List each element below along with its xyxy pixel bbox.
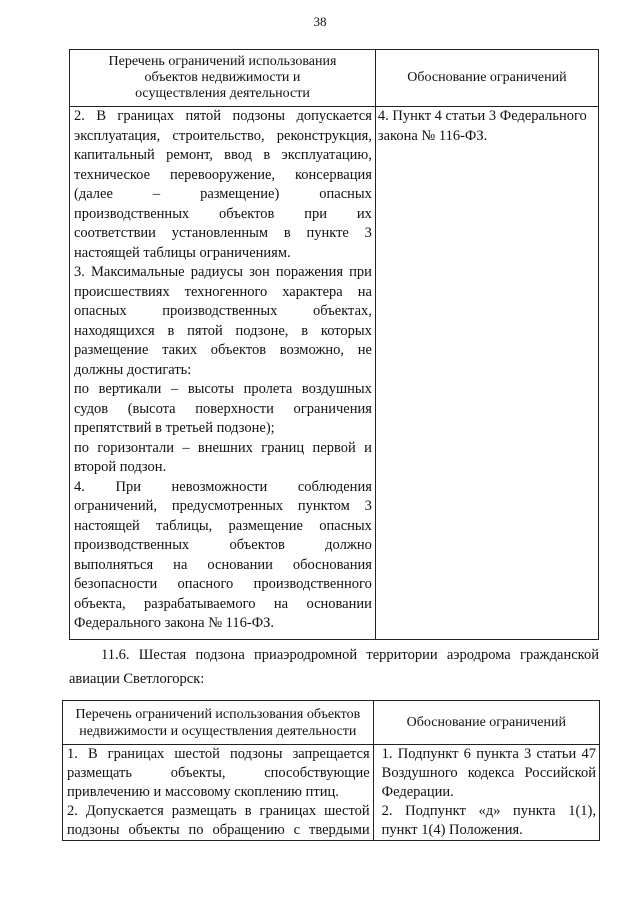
text-line: техническое перевооружение, консервация: [74, 166, 372, 183]
text-line: объекта, разрабатываемого на основании: [74, 595, 372, 612]
text-line: производственных объектов должно: [74, 537, 372, 553]
restrictions-table-zone6: [62, 700, 600, 841]
text-line: капитальный ремонт, ввод в эксплуатацию,: [74, 147, 372, 163]
text-line: 2. Подпункт «д» пункта 1(1),: [381, 803, 596, 819]
text-line: привлечению и массовому скоплению птиц.: [67, 784, 339, 800]
header-restrictions: [70, 50, 376, 107]
page-number: 38: [313, 14, 327, 29]
header-line: Перечень ограничений использования: [108, 54, 337, 69]
text-line: закона № 116-ФЗ.: [377, 127, 488, 144]
section-heading-line: авиации Светлогорск:: [69, 671, 205, 687]
table-row: [70, 107, 599, 640]
text-line: должны достигать:: [74, 361, 192, 378]
header-restrictions: [63, 701, 374, 745]
text-line: препятствий в третьей подзоне);: [74, 420, 275, 436]
header-justification: Обоснование ограничений: [375, 50, 598, 107]
text-line: соответствии установленным в пункте 3: [74, 225, 372, 241]
text-line: судов (высота поверхности ограничения: [74, 400, 372, 417]
text-line: (далее – размещение) опасных: [74, 186, 372, 202]
text-line: Воздушного кодекса Российской: [381, 765, 596, 781]
text-line: 1. Подпункт 6 пункта 3 статьи 47: [381, 746, 596, 762]
text-line: размещение таких объектов возможно, не: [74, 342, 372, 358]
text-line: по горизонтали – внешних границ первой и: [74, 439, 372, 456]
text-line: находящихся в пятой подзоне, в которых: [74, 322, 372, 339]
text-line: размещать объекты, способствующие: [67, 765, 370, 781]
header-line: недвижимости и осуществления деятельности: [79, 723, 357, 739]
text-line: происшествиях техногенного характера на: [74, 283, 372, 300]
text-line: 3. Максимальные радиусы зон поражения при: [74, 264, 372, 280]
table-header-row: [63, 701, 600, 745]
text-line: ограничений, предусмотренных пунктом 3: [74, 498, 372, 514]
table-row: [63, 745, 600, 841]
text-line: подзоны объекты по обращению с твердыми: [67, 822, 370, 838]
restrictions-cell: [70, 107, 376, 640]
section-heading: [69, 643, 599, 691]
text-line: 2. В границах пятой подзоны допускается: [74, 108, 372, 124]
text-line: 4. При невозможности соблюдения: [74, 478, 372, 495]
header-line: осуществления деятельности: [135, 86, 310, 101]
text-line: настоящей таблицы ограничениям.: [74, 244, 291, 261]
text-line: Федерации.: [381, 784, 454, 800]
text-line: выполняться на основании обоснования: [74, 556, 372, 573]
text-line: Федерального закона № 116-ФЗ.: [74, 615, 275, 631]
table-header-row: [70, 50, 599, 107]
text-line: производственных объектов при их: [74, 205, 372, 222]
text-line: безопасности опасного производственного: [74, 576, 372, 592]
justification-cell: [373, 745, 599, 841]
header-line: объектов недвижимости и: [144, 70, 301, 85]
text-line: настоящей таблицы, размещение опасных: [74, 517, 372, 534]
header-justification: Обоснование ограничений: [373, 701, 599, 745]
restrictions-cell: [63, 745, 374, 841]
header-line: Перечень ограничений использования объектов: [75, 706, 361, 722]
text-line: 1. В границах шестой подзоны запрещается: [67, 746, 370, 762]
restrictions-table-zone5: [69, 49, 599, 640]
text-line: опасных производственных объектах,: [74, 303, 372, 319]
justification-cell: [375, 107, 598, 640]
text-line: 2. Допускается размещать в границах шестой: [67, 803, 370, 819]
section-heading-line: 11.6. Шестая подзона приаэродромной территории аэродрома гражданской: [101, 647, 599, 663]
text-line: эксплуатация, строительство, реконструкция,: [74, 127, 372, 144]
text-line: пункт 1(4) Положения.: [381, 822, 523, 838]
text-line: 4. Пункт 4 статьи 3 Федерального: [377, 108, 587, 124]
text-line: по вертикали – высоты пролета воздушных: [74, 381, 372, 397]
text-line: второй подзон.: [74, 459, 167, 475]
